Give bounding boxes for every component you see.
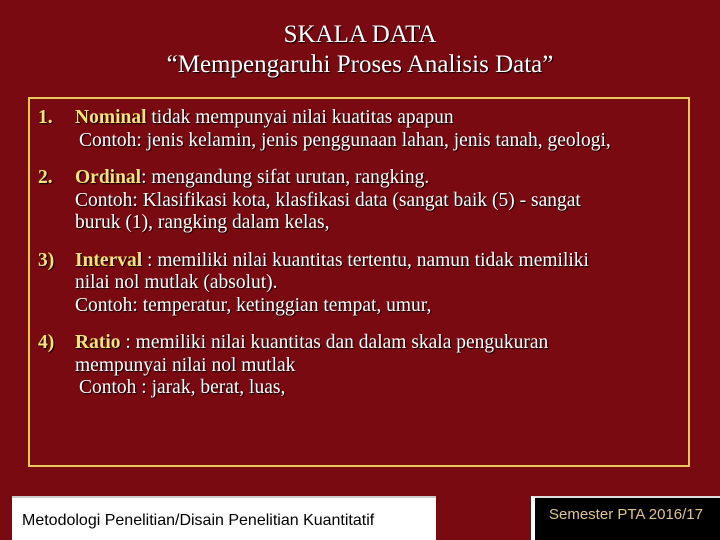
item-example-continued: buruk (1), rangking dalam kelas,	[75, 212, 330, 233]
item-desc-continued: mempunyai nilai nol mutlak	[75, 354, 296, 376]
item-desc: : mengandung sifat urutan, rangking.	[141, 167, 430, 188]
list-item-ratio	[38, 332, 676, 400]
item-example: Contoh: jenis kelamin, jenis penggunaan lahan, jenis tanah, geologi,	[79, 129, 611, 151]
item-number: 4)	[38, 332, 55, 353]
footer	[0, 490, 720, 540]
item-number: 1.	[38, 107, 53, 128]
item-term: Interval	[75, 249, 143, 271]
item-desc: : memiliki nilai kuantitas tertentu, namun tidak memiliki	[142, 249, 589, 271]
slide-title: SKALA DATA	[283, 21, 437, 48]
slide-subtitle: “Mempengaruhi Proses Analisis Data”	[166, 51, 554, 78]
title-area	[0, 0, 720, 92]
item-desc: tidak mempunyai nilai kuatitas apapun	[146, 107, 454, 128]
footer-semester: Semester PTA 2016/17	[531, 496, 720, 540]
item-desc-continued: nilai nol mutlak (absolut).	[75, 272, 278, 293]
item-number: 3)	[38, 249, 55, 271]
item-example: Contoh: Klasifikasi kota, klasfikasi data (sangat baik (5) - sangat	[75, 189, 581, 211]
list-item-ordinal	[38, 167, 676, 235]
item-term: Nominal	[75, 107, 147, 128]
content-box	[28, 97, 690, 467]
list-item-interval	[38, 250, 676, 318]
footer-course-title: Metodologi Penelitian/Disain Penelitian Kuantitatif	[12, 496, 436, 540]
item-desc: : memiliki nilai kuantitas dan dalam skala pengukuran	[120, 332, 549, 353]
list-item-nominal	[38, 107, 676, 152]
item-example: Contoh: temperatur, ketinggian tempat, umur,	[75, 294, 432, 316]
item-term: Ratio	[75, 332, 121, 353]
item-number: 2.	[38, 167, 53, 188]
item-example: Contoh : jarak, berat, luas,	[79, 377, 286, 398]
item-term: Ordinal	[75, 167, 142, 188]
